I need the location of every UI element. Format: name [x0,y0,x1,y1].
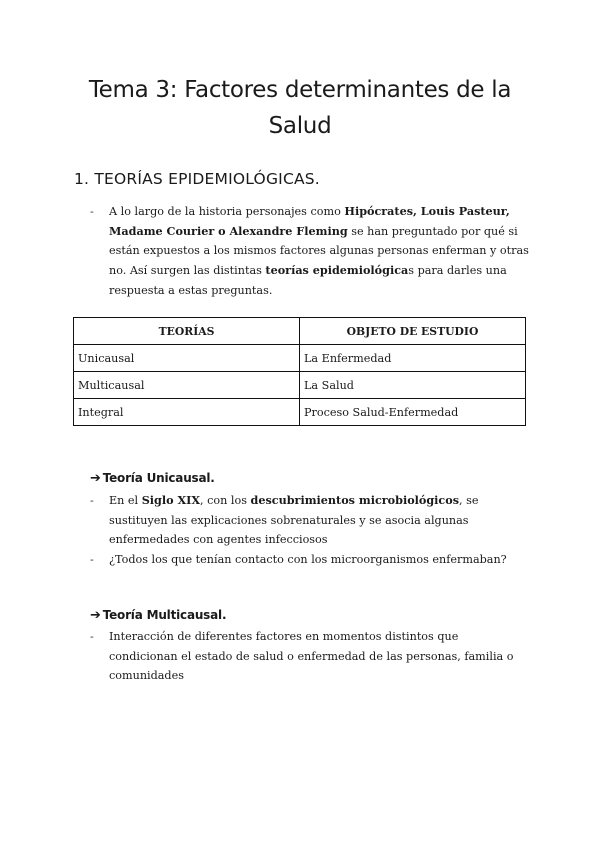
theories-table [73,317,526,426]
bullet-dash: - [90,494,94,507]
table-cell: La Enfermedad [300,345,526,372]
title-line-1: Tema 3: Factores determinantes de la [88,77,512,103]
table-row [74,345,526,372]
unicausal-bullet-1 [90,491,530,550]
table-cell: Multicausal [74,372,300,399]
bullet-dash: - [90,630,94,643]
table-row [74,399,526,426]
unicausal-paragraph-2: ¿Todos los que tenían contacto con los microorganismos enfermaban? [109,553,507,566]
table-header-row [74,318,526,345]
arrow-right-icon: ➔ [90,471,101,486]
table-header: OBJETO DE ESTUDIO [300,318,526,345]
bullet-dash: - [90,553,94,566]
unicausal-bullet-2 [90,550,530,570]
section-heading: 1. TEORÍAS EPIDEMIOLÓGICAS. [74,170,320,188]
page-title [60,72,540,144]
intro-bullet [90,202,530,301]
arrow-right-icon: ➔ [90,608,101,623]
table-cell: Proceso Salud-Enfermedad [300,399,526,426]
multicausal-heading: ➔ Teoría Multicausal. [90,608,227,623]
bullet-dash: - [90,205,94,218]
table-header: TEORÍAS [74,318,300,345]
intro-paragraph: A lo largo de la historia personajes como Hipócrates, Louis Pasteur, Madame Courier o Alexandre Fleming se han preguntado por qué si están expuestos a los mismos factores algunas personas enferman y otras no. Así surgen las distintas teorías epidemiológicas para darles una respuesta a estas preguntas. [109,204,529,297]
table-cell: Unicausal [74,345,300,372]
table-cell: La Salud [300,372,526,399]
unicausal-heading: ➔ Teoría Unicausal. [90,471,215,486]
table-cell: Integral [74,399,300,426]
title-line-2: Salud [268,113,332,139]
table-row [74,372,526,399]
multicausal-bullet-1 [90,627,530,686]
multicausal-paragraph-1: Interacción de diferentes factores en momentos distintos que condicionan el estado de salud o enfermedad de las personas, familia o comunidades [109,630,514,683]
unicausal-paragraph-1: En el Siglo XIX, con los descubrimientos microbiológicos, se sustituyen las explicaciones sobrenaturales y se asocia algunas enfermedades con agentes infecciosos [109,493,479,547]
